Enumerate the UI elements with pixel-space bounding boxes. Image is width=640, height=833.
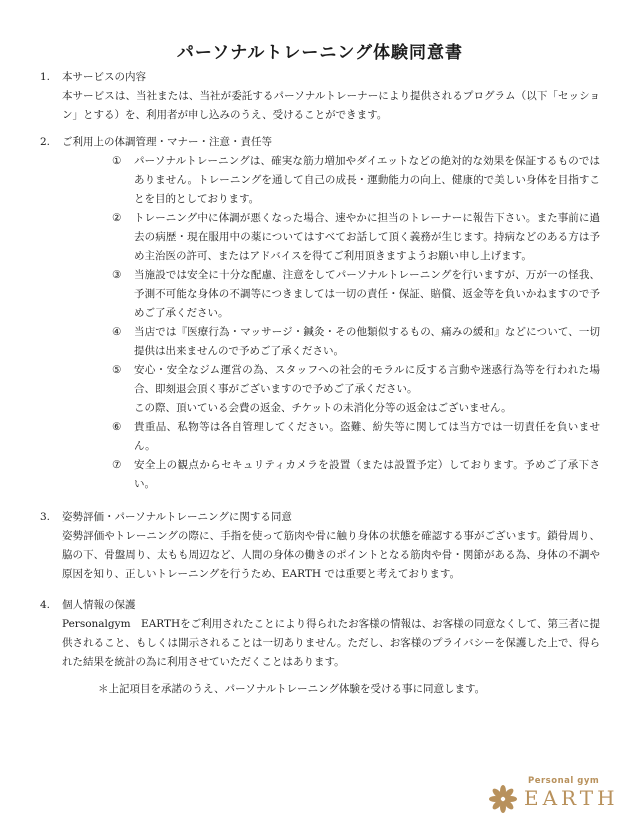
rule-marker: ④	[112, 326, 122, 338]
section-number: 1.	[40, 71, 51, 83]
rule-text: 安全上の観点からセキュリティカメラを設置（または設置予定）しております。予めご了承下さい。	[134, 459, 600, 490]
rule-item	[112, 266, 600, 323]
section-title: ご利用上の体調管理・マナー・注意・責任等	[62, 136, 272, 148]
section-posture-consent	[40, 508, 600, 584]
logo-name: EARTH	[524, 786, 619, 810]
rule-item	[112, 152, 600, 209]
document-body	[40, 68, 600, 699]
section-number: 3.	[40, 511, 51, 523]
section-heading	[40, 596, 600, 615]
rule-marker: ⑥	[112, 421, 122, 433]
section-number: 2.	[40, 136, 51, 148]
rule-text: 貴重品、私物等は各自管理してください。盗難、紛失等に関しては当方では一切責任を負いません。	[134, 421, 600, 452]
section-privacy	[40, 596, 600, 672]
rule-text-group	[134, 361, 600, 418]
section-heading	[40, 133, 600, 152]
rule-text: パーソナルトレーニングは、確実な筋力増加やダイエットなどの絶対的な効果を保証するものではありません。トレーニングを通して自己の成長・運動能力の向上、健康的で美しい身体を目指すことを目的としております。	[134, 155, 600, 205]
section-usage-rules	[40, 133, 600, 494]
earth-logo	[488, 776, 619, 814]
section-service-content	[40, 68, 600, 125]
rule-item	[112, 418, 600, 456]
section-text: 本サービスは、当社または、当社が委託するパーソナルトレーナーにより提供されるプログラム（以下「セッション」とする）を、利用者が申し込みのうえ、受けることができます。	[62, 90, 600, 121]
rule-text-note: この際、頂いている会費の返金、チケットの未消化分等の返金はございません。	[134, 402, 512, 414]
leaf-emblem-icon	[488, 784, 518, 814]
rule-text: 当施設では安全に十分な配慮、注意をしてパーソナルトレーニングを行いますが、万が一の怪我、予測不可能な身体の不調等につきましては一切の責任・保証、賠償、返金等を負いかねますので予めご了承ください。	[134, 269, 600, 319]
section-number: 4.	[40, 599, 51, 611]
rule-marker: ②	[112, 212, 122, 224]
rule-item	[112, 456, 600, 494]
section-title: 本サービスの内容	[62, 71, 146, 83]
section-heading	[40, 68, 600, 87]
rule-text: 安心・安全なジム運営の為、スタッフへの社会的モラルに反する言動や迷惑行為等を行われた場合、即刻退会頂く事がございますので予めご了承ください。	[134, 364, 600, 395]
rule-marker: ⑤	[112, 364, 122, 376]
section-text: 姿勢評価やトレーニングの際に、手指を使って筋肉や骨に触り身体の状態を確認する事がございます。鎖骨周り、脇の下、骨盤周り、太もも周辺など、人間の身体の働きのポイントとなる筋肉や骨・関節がある為、身体の不調や原因を知り、正しいトレーニングを行うため、EARTH では重要と考えております。	[62, 530, 600, 580]
section-text: Personalgym EARTHをご利用されたことにより得られたお客様の情報は、お客様の同意なくして、第三者に提供されること、もしくは開示されることは一切ありません。ただし、お客様のプライバシーを保護した上で、得られた結果を統計の為に利用させていただくことはあります。	[62, 618, 600, 668]
rule-text: トレーニング中に体調が悪くなった場合、速やかに担当のトレーナーに報告下さい。また事前に過去の病歴・現在服用中の薬についてはすべてお話して頂く義務が生じます。持病などのある方は予め主治医の許可、またはアドバイスを得てご利用頂きますようお願い申し上げます。	[134, 212, 600, 262]
logo-subtitle: Personal gym	[528, 776, 600, 786]
rule-item	[112, 361, 600, 418]
section-title: 個人情報の保護	[62, 599, 136, 611]
rule-marker: ③	[112, 269, 122, 281]
consent-statement: ＊上記項目を承諾のうえ、パーソナルトレーニング体験を受ける事に同意します。	[98, 683, 486, 695]
document-title: パーソナルトレーニング体験同意書	[176, 43, 464, 63]
rule-item	[112, 209, 600, 266]
section-heading	[40, 508, 600, 527]
rule-text: 当店では『医療行為・マッサージ・鍼灸・その他類似するもの、痛みの緩和』などについて、一切提供は出来ませんので予めご了承ください。	[134, 326, 600, 357]
section-title: 姿勢評価・パーソナルトレーニングに関する同意	[62, 511, 292, 523]
rule-marker: ①	[112, 155, 122, 167]
rule-marker: ⑦	[112, 459, 122, 471]
rule-item	[112, 323, 600, 361]
